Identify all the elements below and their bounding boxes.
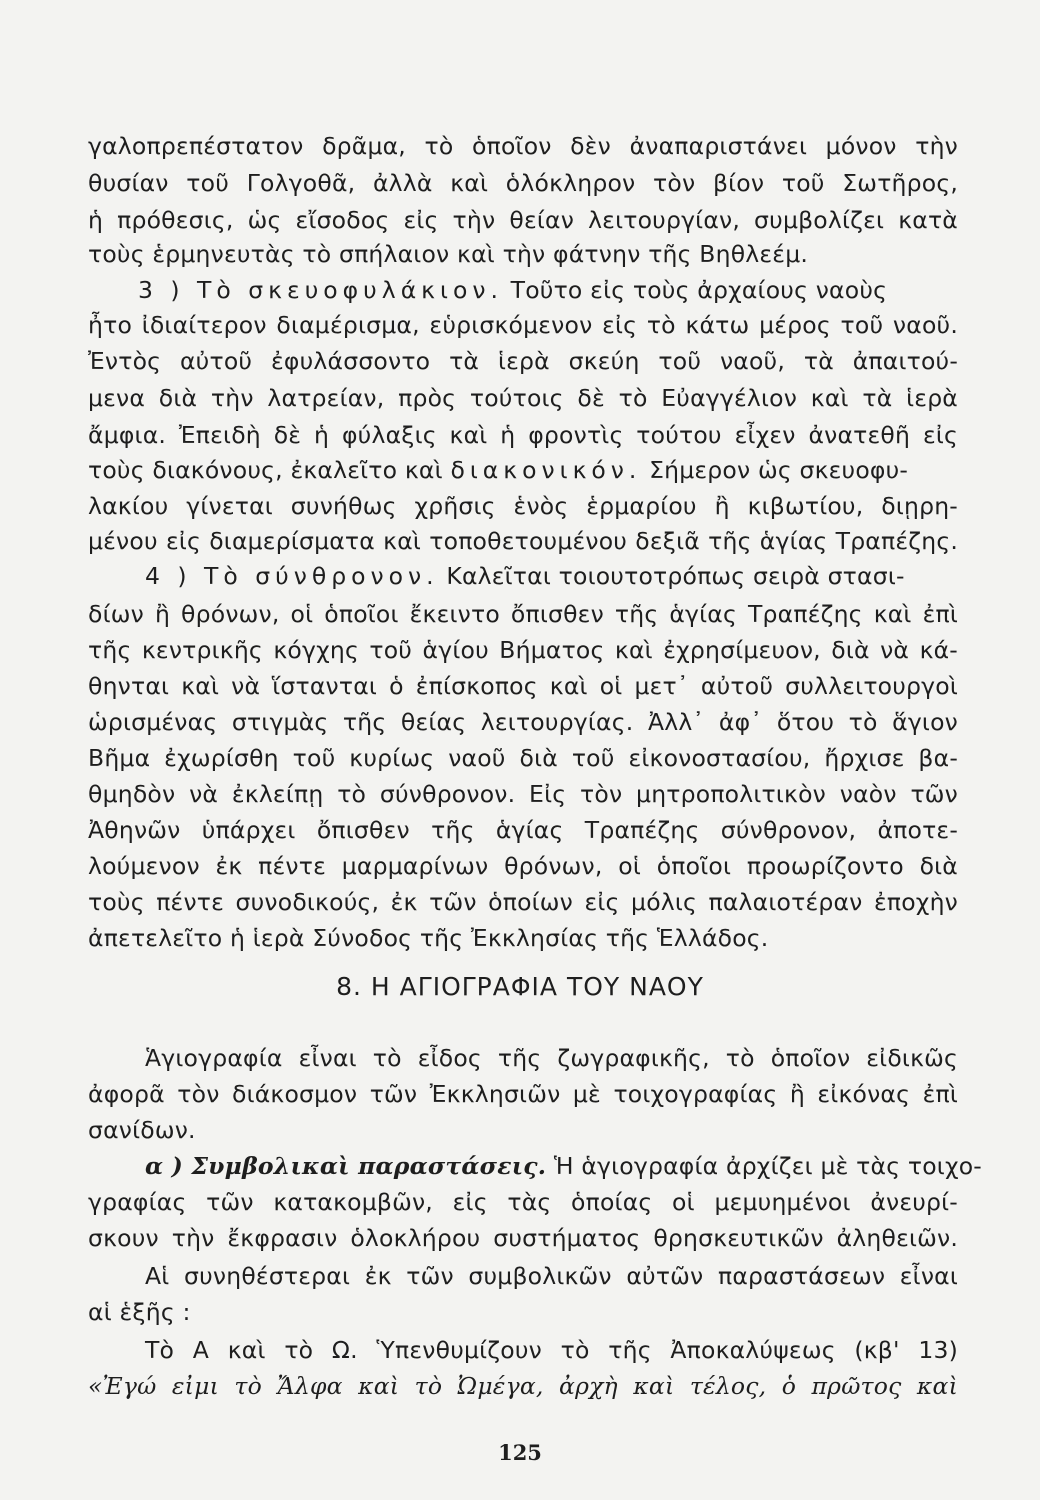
text-line: δίων ἢ θρόνων, οἱ ὁποῖοι ἔκειντο ὄπισθεν τῆς ἁγίας Τραπέζης καὶ ἐπὶ	[88, 600, 958, 628]
section-3-first-line	[138, 272, 958, 308]
text-line: ἀφορᾶ τὸν διάκοσμον τῶν Ἐκκλησιῶν μὲ τοιχογραφίας ἢ εἰκόνας ἐπὶ	[88, 1080, 958, 1108]
text-line: ἡ πρόθεσις, ὡς εἴσοδος εἰς τὴν θείαν λειτουργίαν, συμβολίζει κατὰ	[88, 206, 958, 234]
text-line: σκουν τὴν ἔκφρασιν ὁλοκλήρου συστήματος θρησκευτικῶν ἀληθειῶν.	[88, 1224, 958, 1252]
text-line: θυσίαν τοῦ Γολγοθᾶ, ἀλλὰ καὶ ὁλόκληρον τὸν βίον τοῦ Σωτῆρος,	[88, 169, 958, 197]
text-line: ἀπετελεῖτο ἡ ἱερὰ Σύνοδος τῆς Ἐκκλησίας τῆς Ἑλλάδος.	[88, 924, 769, 952]
text-line: Ἁγιογραφία εἶναι τὸ εἶδος τῆς ζωγραφικῆς, τὸ ὁποῖον εἰδικῶς	[145, 1044, 958, 1072]
subsection-a-title: α ) Συμβολικαὶ παραστάσεις.	[145, 1152, 547, 1180]
text-line: Αἱ συνηθέστεραι ἐκ τῶν συμβολικῶν αὐτῶν παραστάσεων εἶναι	[145, 1262, 958, 1290]
text-line: τῆς κεντρικῆς κόγχης τοῦ ἁγίου Βήματος καὶ ἐχρησίμευον, διὰ νὰ κά-	[88, 636, 958, 664]
text-line: τοὺς πέντε συνοδικούς, ἐκ τῶν ὁποίων εἰς μόλις παλαιοτέραν ἐποχὴν	[88, 888, 958, 916]
diakonikon-post: Σήμερον ὡς σκευοφυ-	[649, 456, 909, 484]
text-line: Ἀθηνῶν ὑπάρχει ὄπισθεν τῆς ἁγίας Τραπέζης σύνθρονον, ἀποτε-	[88, 816, 958, 844]
text-line: Τὸ Α καὶ τὸ Ω. Ὑπενθυμίζουν τὸ τῆς Ἀποκαλύψεως (κβ' 13)	[145, 1336, 958, 1364]
text-line: μενα διὰ τὴν λατρείαν, πρὸς τούτοις δὲ τὸ Εὐαγγέλιον καὶ τὰ ἱερὰ	[88, 384, 958, 412]
section-4-first-line	[145, 558, 958, 594]
section-4-title: 4 ) Τὸ σύνθρονον.	[145, 562, 439, 590]
section-3-text: Τοῦτο εἰς τοὺς ἀρχαίους ναοὺς	[510, 276, 888, 304]
text-line: θηνται καὶ νὰ ἵστανται ὁ ἐπίσκοπος καὶ οἱ μετ᾽ αὐτοῦ συλλειτουργοὶ	[88, 672, 958, 700]
text-line: αἱ ἑξῆς :	[88, 1298, 191, 1326]
section-heading: 8. Η ΑΓΙΟΓΡΑΦΙΑ ΤΟΥ ΝΑΟΥ	[336, 972, 704, 1001]
subsection-a-first-line	[145, 1148, 982, 1184]
text-line: μένου εἰς διαμερίσματα καὶ τοποθετουμένου δεξιᾶ τῆς ἁγίας Τραπέζης.	[88, 527, 958, 555]
diakonikon-pre: τοὺς διακόνους, ἐκαλεῖτο καὶ	[88, 456, 443, 484]
text-line: ὡρισμένας στιγμὰς τῆς θείας λειτουργίας. Ἀλλ᾽ ἀφ᾽ ὅτου τὸ ἅγιον	[88, 708, 958, 736]
diakonikon-term: διακονικόν.	[450, 456, 642, 484]
text-line: γαλοπρεπέστατον δρᾶμα, τὸ ὁποῖον δὲν ἀναπαριστάνει μόνον τὴν	[88, 132, 958, 160]
text-line: θμηδὸν νὰ ἐκλείπῃ τὸ σύνθρονον. Εἰς τὸν μητροπολιτικὸν ναὸν τῶν	[88, 780, 958, 808]
page-number: 125	[498, 1440, 542, 1465]
text-line: λακίου γίνεται συνήθως χρῆσις ἑνὸς ἑρμαρίου ἢ κιβωτίου, διῃρη-	[88, 492, 958, 520]
quote-line: «Ἐγώ εἰμι τὸ Ἄλφα καὶ τὸ Ὠμέγα, ἀρχὴ καὶ τέλος, ὁ πρῶτος καὶ	[88, 1372, 958, 1400]
section-3-title: 3 ) Τὸ σκευοφυλάκιον.	[138, 276, 503, 304]
text-line: λούμενον ἐκ πέντε μαρμαρίνων θρόνων, οἱ ὁποῖοι προωρίζοντο διὰ	[88, 852, 958, 880]
text-line: γραφίας τῶν κατακομβῶν, εἰς τὰς ὁποίας οἱ μεμυημένοι ἀνευρί-	[88, 1188, 958, 1216]
diakonikon-line	[88, 452, 958, 488]
subsection-a-text: Ἡ ἁγιογραφία ἀρχίζει μὲ τὰς τοιχο-	[553, 1152, 982, 1180]
text-line: σανίδων.	[88, 1116, 196, 1144]
text-line: Ἐντὸς αὐτοῦ ἐφυλάσσοντο τὰ ἱερὰ σκεύη τοῦ ναοῦ, τὰ ἀπαιτού-	[88, 347, 958, 375]
text-line: τοὺς ἑρμηνευτὰς τὸ σπήλαιον καὶ τὴν φάτνην τῆς Βηθλεέμ.	[88, 240, 809, 268]
text-line: ἄμφια. Ἐπειδὴ δὲ ἡ φύλαξις καὶ ἡ φροντὶς τούτου εἶχεν ἀνατεθῆ εἰς	[88, 421, 958, 449]
text-line: Βῆμα ἐχωρίσθη τοῦ κυρίως ναοῦ διὰ τοῦ εἰκονοστασίου, ἤρχισε βα-	[88, 744, 958, 772]
section-4-text: Καλεῖται τοιουτοτρόπως σειρὰ στασι-	[446, 562, 905, 590]
text-line: ἦτο ἰδιαίτερον διαμέρισμα, εὑρισκόμενον εἰς τὸ κάτω μέρος τοῦ ναοῦ.	[88, 311, 958, 339]
